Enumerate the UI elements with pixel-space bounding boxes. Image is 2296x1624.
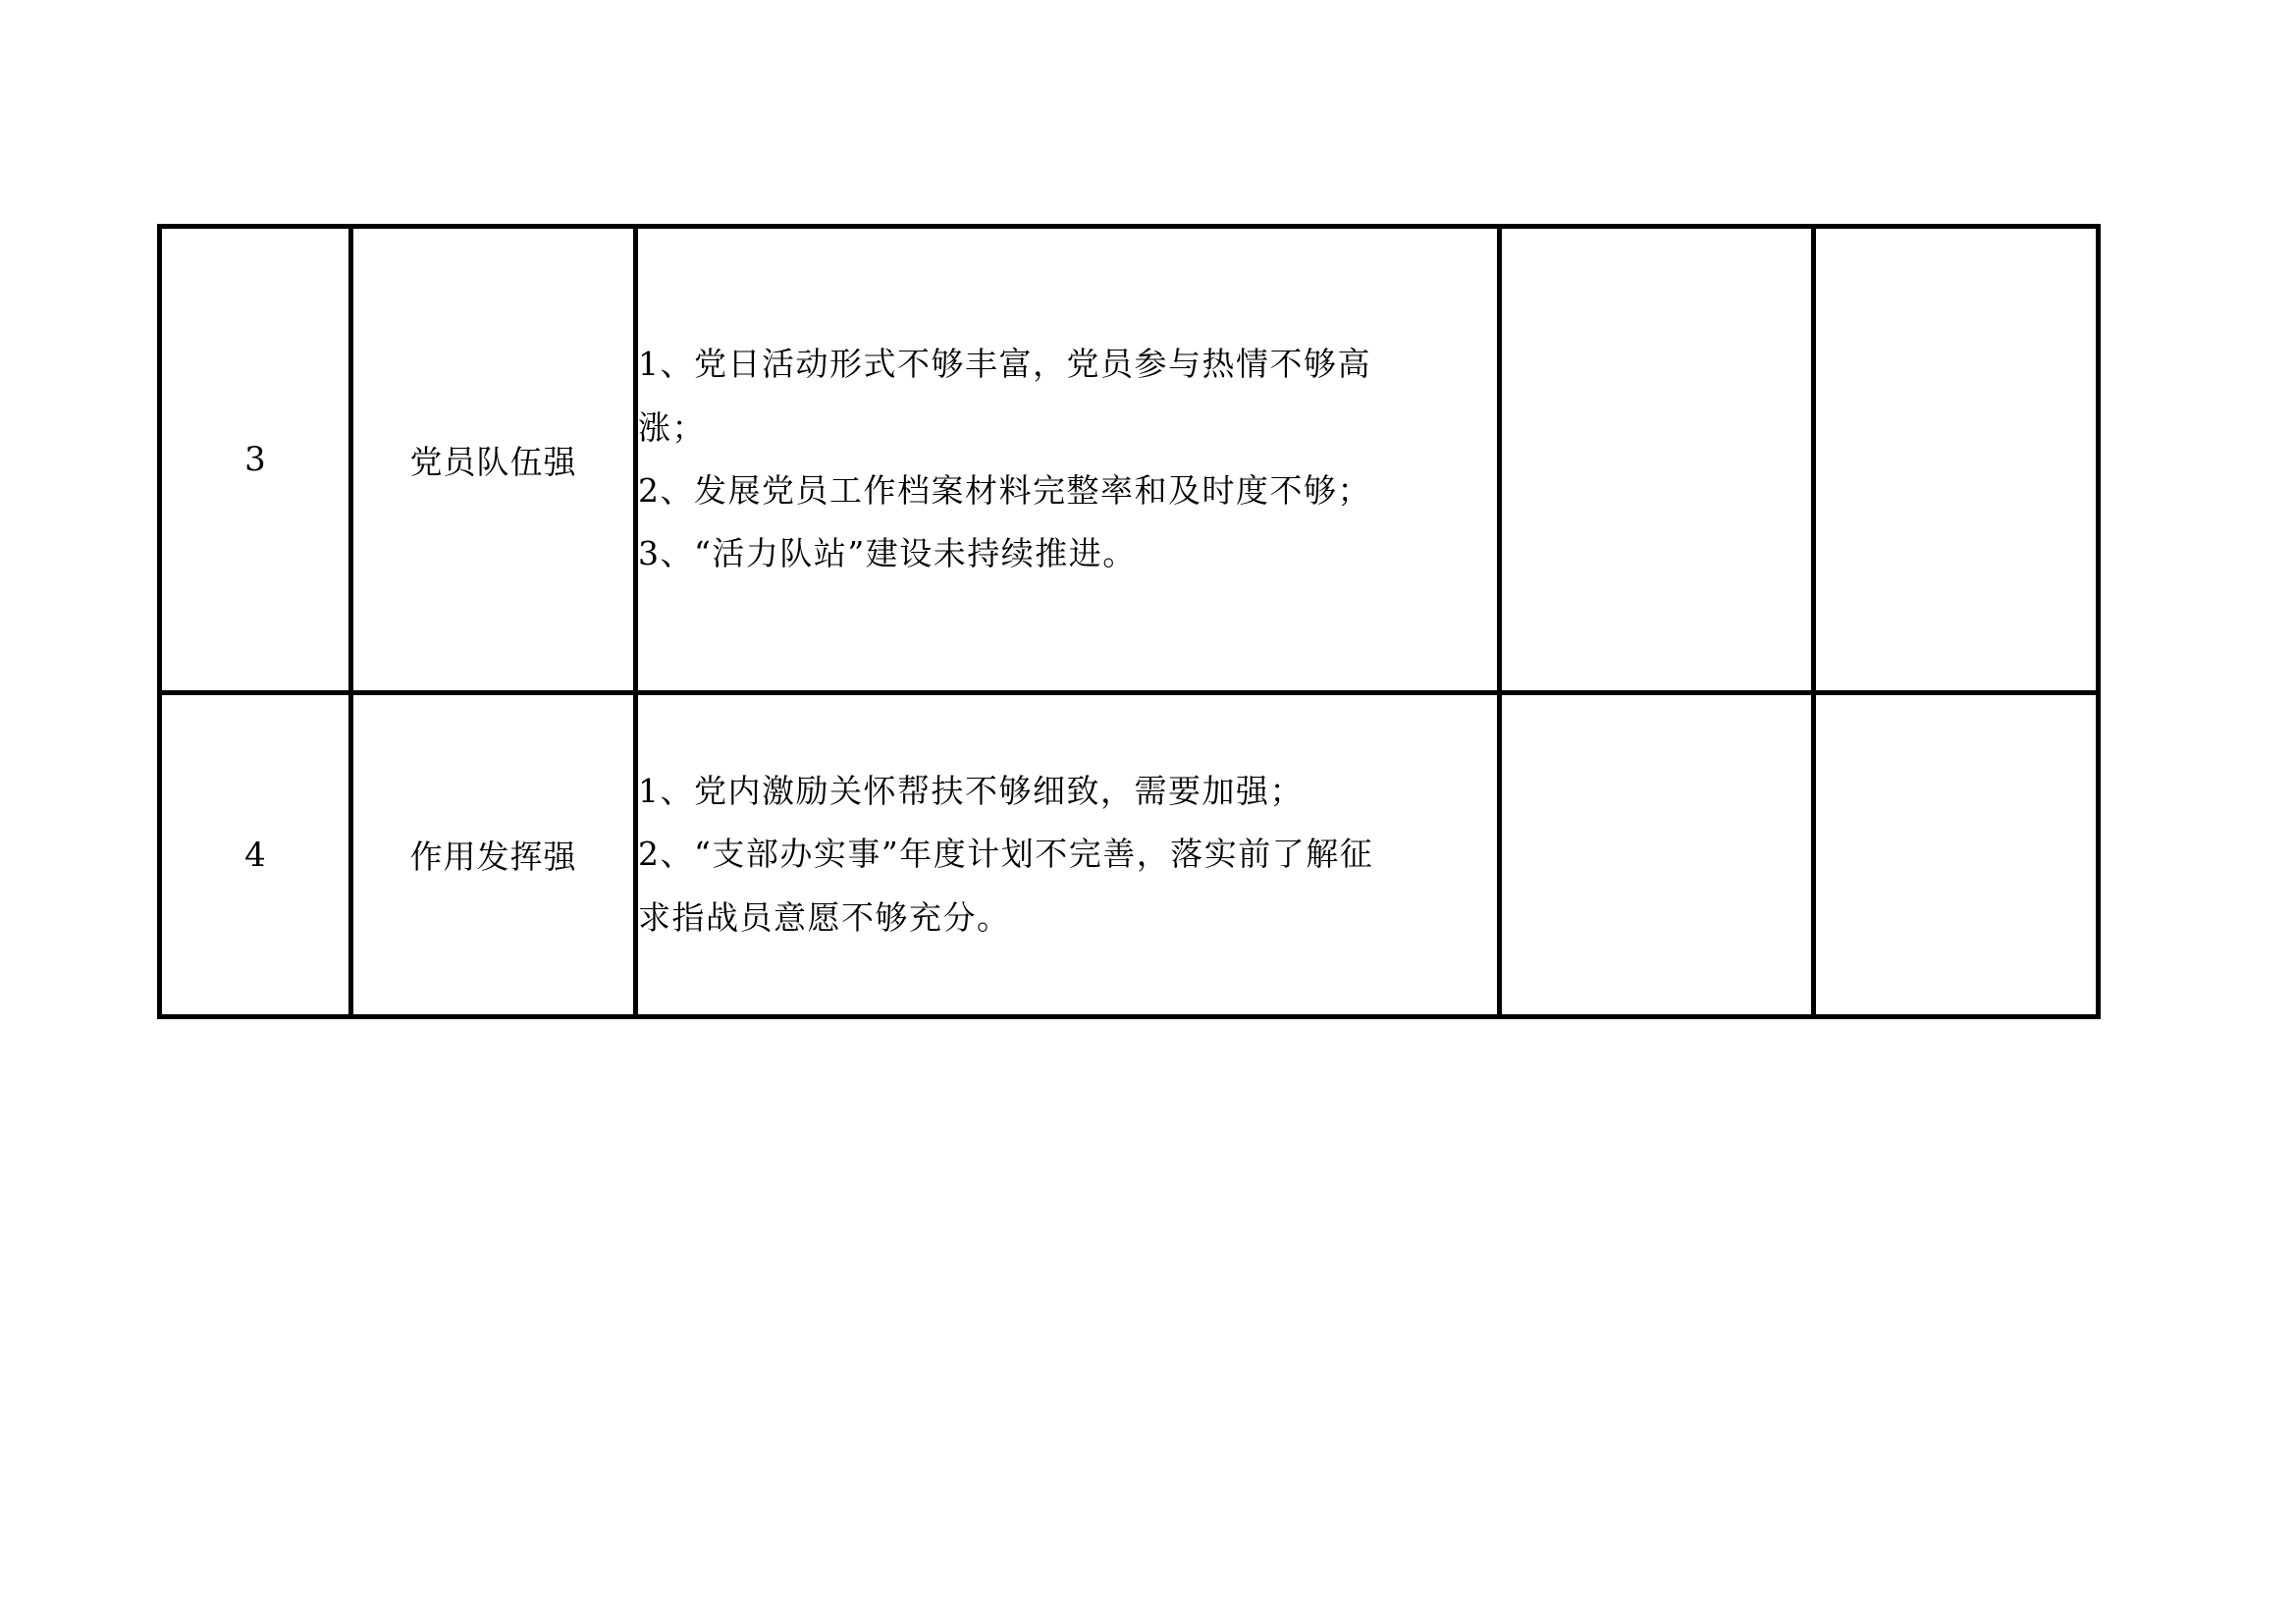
content-line: 2、发展党员工作档案材料完整率和及时度不够；: [638, 471, 1371, 510]
row-blank-cell-2: [1814, 227, 2099, 693]
issues-table: [157, 224, 2101, 1019]
content-line: 求指战员意愿不够充分。: [638, 897, 1011, 937]
row-blank-cell-1: [1500, 227, 1814, 693]
table-row: [160, 693, 2099, 1017]
content-line: 1、党日活动形式不够丰富，党员参与热情不够高: [638, 345, 1371, 384]
content-line: 3、“活力队站”建设未持续推进。: [638, 534, 1137, 573]
row-content-cell: [636, 227, 1500, 693]
row-blank-cell-2: [1814, 693, 2099, 1017]
row-blank-cell-1: [1500, 693, 1814, 1017]
content-line: 1、党内激励关怀帮扶不够细致，需要加强；: [638, 771, 1304, 810]
table-row: [160, 227, 2099, 693]
row-content-cell: [636, 693, 1500, 1017]
content-line: 涨；: [638, 407, 706, 447]
row-category-cell: 作用发挥强: [351, 693, 636, 1017]
row-number-cell: 3: [160, 227, 351, 693]
row-category-cell: 党员队伍强: [351, 227, 636, 693]
row-number-cell: 4: [160, 693, 351, 1017]
content-line: 2、“支部办实事”年度计划不完善，落实前了解征: [638, 835, 1374, 874]
